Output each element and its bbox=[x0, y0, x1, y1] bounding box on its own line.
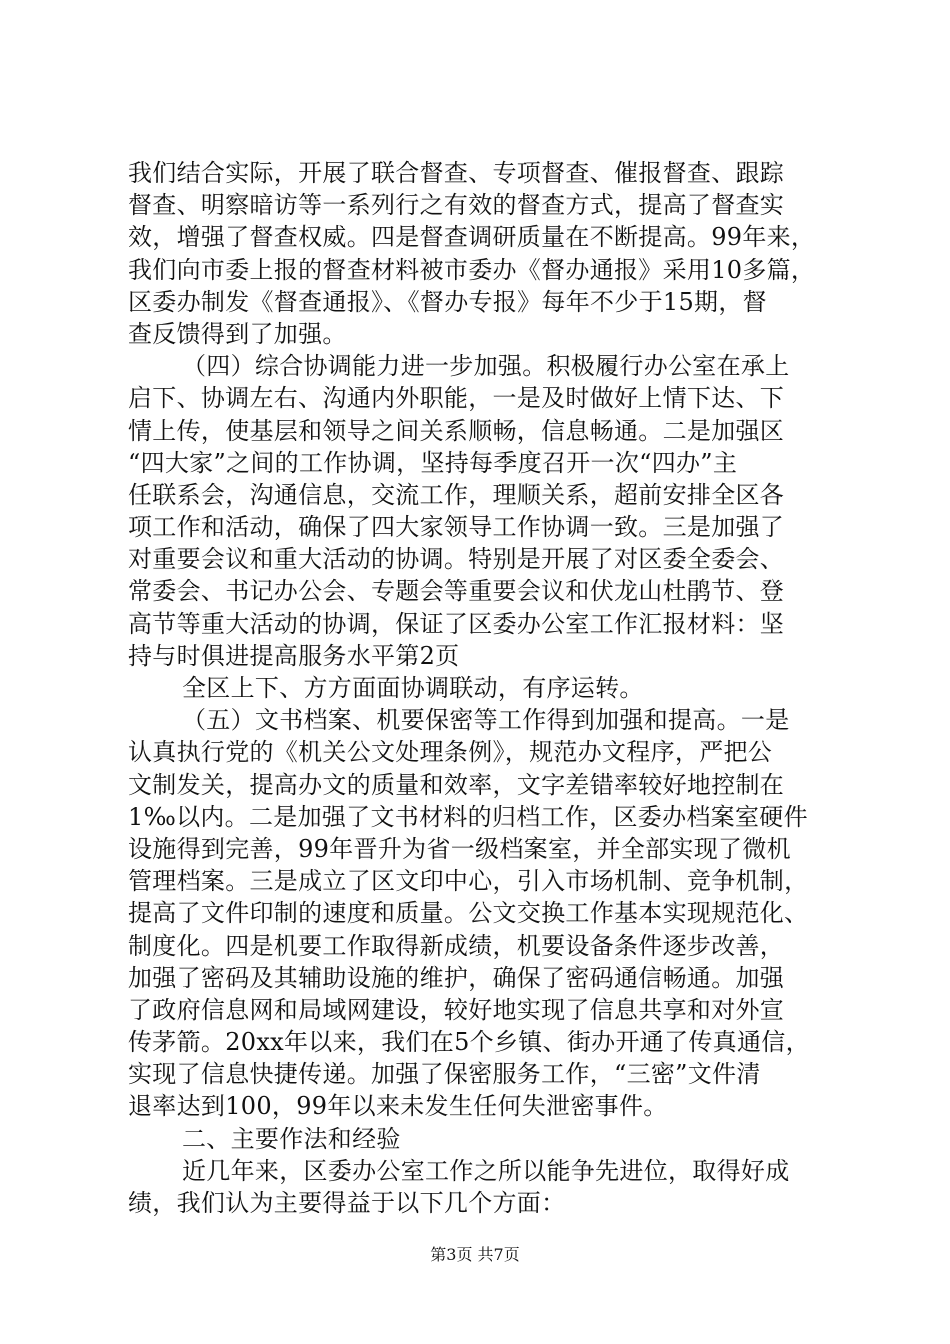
text-line: 设施得到完善，99年晋升为省一级档案室，并全部实现了微机 bbox=[128, 834, 791, 863]
text-line: 二、主要作法和经验 bbox=[182, 1124, 401, 1153]
document-body bbox=[128, 157, 828, 1219]
text-line: 管理档案。三是成立了区文印中心，引入市场机制、竞争机制， bbox=[128, 867, 809, 896]
text-line: 了政府信息网和局域网建设，较好地实现了信息共享和对外宣 bbox=[128, 995, 785, 1024]
text-line: 近几年来，区委办公室工作之所以能争先进位，取得好成 bbox=[182, 1156, 790, 1185]
text-line: 效，增强了督查权威。四是督查调研质量在不断提高。99年来， bbox=[128, 223, 816, 252]
text-line: 全区上下、方方面面协调联动，有序运转。 bbox=[182, 674, 644, 702]
text-line: 常委会、书记办公会、专题会等重要会议和伏龙山杜鹃节、登 bbox=[128, 577, 785, 606]
text-line: “四大家”之间的工作协调，坚持每季度召开一次“四办”主 bbox=[128, 448, 738, 477]
text-line: 启下、协调左右、沟通内外职能，一是及时做好上情下达、下 bbox=[128, 384, 785, 413]
text-line: 加强了密码及其辅助设施的维护，确保了密码通信畅通。加强 bbox=[128, 963, 785, 992]
text-line: 高节等重大活动的协调，保证了区委办公室工作汇报材料：坚 bbox=[128, 609, 785, 638]
text-line: 查反馈得到了加强。 bbox=[128, 319, 347, 348]
text-line: 督查、明察暗访等一系列行之有效的督查方式，提高了督查实 bbox=[128, 191, 785, 220]
text-line: 退率达到100，99年以来未发生任何失泄密事件。 bbox=[128, 1092, 668, 1121]
text-line: 1‰以内。二是加强了文书材料的归档工作，区委办档案室硬件 bbox=[128, 802, 808, 831]
text-line: 我们结合实际，开展了联合督查、专项督查、催报督查、跟踪 bbox=[128, 159, 785, 187]
text-line: 项工作和活动，确保了四大家领导工作协调一致。三是加强了 bbox=[128, 513, 785, 542]
page-footer: 第3页 共7页 bbox=[430, 1245, 520, 1264]
text-line: 实现了信息快捷传递。加强了保密服务工作，“三密”文件清 bbox=[128, 1060, 761, 1089]
text-line: 提高了文件印制的速度和质量。公文交换工作基本实现规范化、 bbox=[128, 899, 809, 928]
text-line: 情上传，使基层和领导之间关系顺畅，信息畅通。二是加强区 bbox=[128, 416, 785, 445]
text-line: 文制发关，提高办文的质量和效率，文字差错率较好地控制在 bbox=[128, 770, 785, 799]
text-line: 我们向市委上报的督查材料被市委办《督办通报》采用10多篇， bbox=[128, 255, 816, 284]
text-line: 制度化。四是机要工作取得新成绩，机要设备条件逐步改善， bbox=[128, 931, 785, 960]
text-line: 认真执行党的《机关公文处理条例》，规范办文程序，严把公 bbox=[128, 738, 773, 767]
text-line: 绩，我们认为主要得益于以下几个方面： bbox=[128, 1189, 566, 1217]
text-line: 任联系会，沟通信息，交流工作，理顺关系，超前安排全区各 bbox=[128, 480, 785, 509]
text-line: 持与时俱进提高服务水平第2页 bbox=[128, 641, 460, 670]
text-line: （五）文书档案、机要保密等工作得到加强和提高。一是 bbox=[182, 706, 790, 735]
text-line: 对重要会议和重大活动的协调。特别是开展了对区委全委会、 bbox=[128, 545, 785, 574]
text-line: （四）综合协调能力进一步加强。积极履行办公室在承上 bbox=[182, 352, 790, 381]
text-line: 传茅箭。20xx年以来，我们在5个乡镇、街办开通了传真通信， bbox=[128, 1028, 810, 1057]
text-line: 区委办制发《督查通报》、《督办专报》每年不少于15期，督 bbox=[128, 287, 767, 316]
